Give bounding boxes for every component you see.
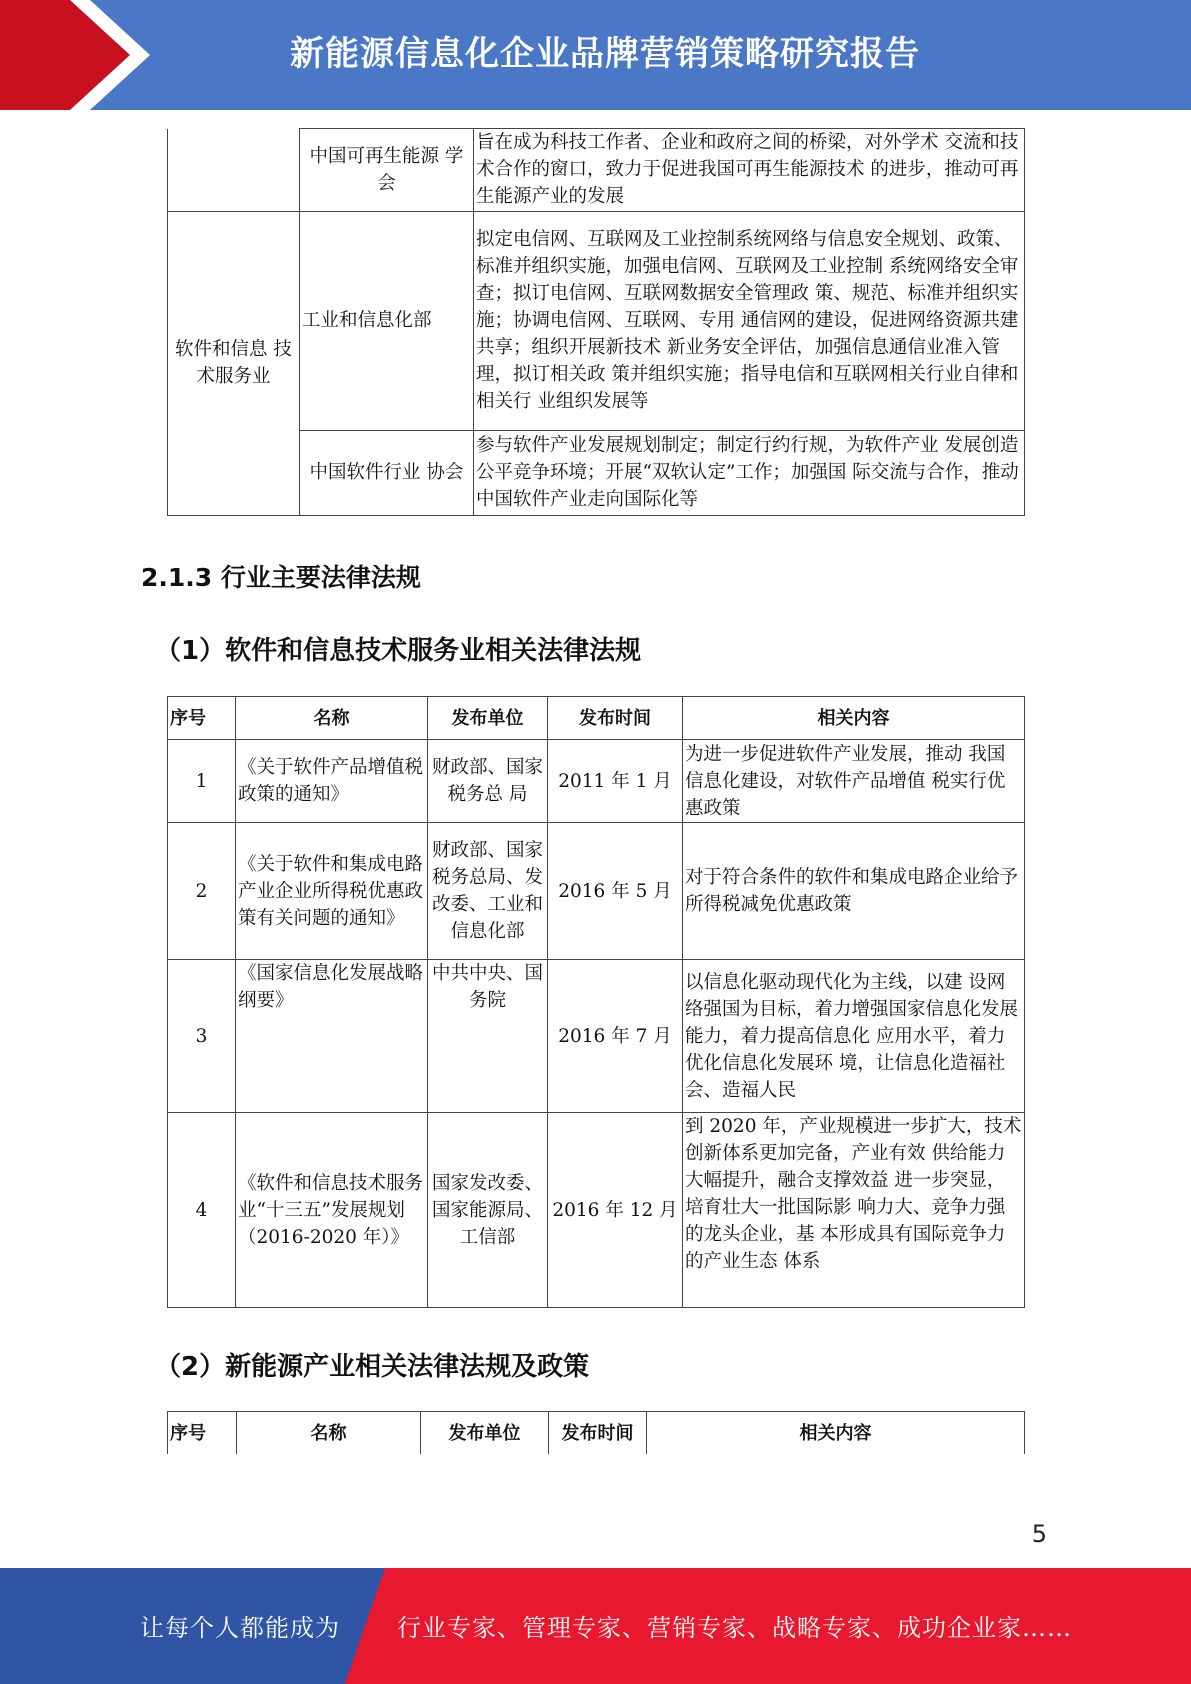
header-issuer: 发布单位 xyxy=(428,697,548,740)
row-no: 1 xyxy=(168,740,236,823)
desc-cell: 旨在成为科技工作者、企业和政府之间的桥梁，对外学术 交流和技术合作的窗口，致力于促进我国可再生能源技术 的进步，推动可再生能源产业的发展 xyxy=(474,129,1025,212)
desc-cell: 拟定电信网、互联网及工业控制系统网络与信息安全规划、政策、标准并组织实施，加强电信网、互联网及工业控制 系统网络安全审查；拟订电信网、互联网数据安全管理政 策、规范、标准并组织实施；协调电信网、互联网、专用 通信网的建设，促进网络资源共建共享；组织开展新技术 新业务安全评估，加强信息通信业准入管理，拟订相关政 策并组织实施；指导电信和互联网相关行业自律和相关行 业组织发展等 xyxy=(474,211,1025,430)
page-number: 5 xyxy=(1031,1520,1047,1548)
table-header-row xyxy=(168,1412,1025,1455)
page-header xyxy=(0,0,1191,110)
row-name: 《关于软件和集成电路产业企业所得税优惠政策有关问题的通知》 xyxy=(236,823,428,960)
category-cell: 软件和信息 技术服务业 xyxy=(168,211,300,515)
software-laws-table xyxy=(167,696,1025,1308)
row-name: 《软件和信息技术服务业“十三五”发展规划（2016-2020 年）》 xyxy=(236,1113,428,1308)
subsection-heading-new-energy-laws: （2）新能源产业相关法律法规及政策 xyxy=(155,1352,590,1382)
desc-cell: 参与软件产业发展规划制定；制定行约行规，为软件产业 发展创造公平竞争环境；开展“双软认定”工作；加强国 际交流与合作，推动中国软件产业走向国际化等 xyxy=(474,430,1025,515)
new-energy-laws-table xyxy=(167,1411,1025,1454)
row-content: 以信息化驱动现代化为主线，以建 设网络强国为目标，着力增强国家信息化发展能力，着力提高信息化 应用水平，着力优化信息化发展环 境，让信息化造福社会、造福人民 xyxy=(683,960,1025,1113)
row-content: 到 2020 年，产业规模进一步扩大，技术创新体系更加完备，产业有效 供给能力大幅提升，融合支撑效益 进一步突显，培育壮大一批国际影 响力大、竞争力强的龙头企业，基 本形成具有国际竞争力的产业生态 体系 xyxy=(683,1113,1025,1308)
footer-slogan-left: 让每个人都能成为 xyxy=(140,1614,340,1642)
row-issuer: 财政部、国家税务总局、发改委、工业和信息化部 xyxy=(428,823,548,960)
org-cell: 工业和信息化部 xyxy=(300,211,474,430)
table-header-row xyxy=(168,697,1025,740)
row-no: 2 xyxy=(168,823,236,960)
category-cell xyxy=(168,129,300,212)
row-issuer: 中共中央、国务院 xyxy=(428,960,548,1113)
table-row xyxy=(168,129,1025,212)
row-no: 3 xyxy=(168,960,236,1113)
header-no: 序号 xyxy=(168,697,236,740)
page-footer xyxy=(0,1568,1191,1684)
row-date: 2016 年 12 月 xyxy=(548,1113,683,1308)
regulator-table xyxy=(167,128,1025,516)
row-name: 《国家信息化发展战略纲要》 xyxy=(236,960,428,1113)
header-no: 序号 xyxy=(168,1412,237,1455)
section-heading-2-1-3: 2.1.3 行业主要法律法规 xyxy=(141,563,421,592)
row-date: 2016 年 5 月 xyxy=(548,823,683,960)
header-issuer: 发布单位 xyxy=(421,1412,549,1455)
row-name: 《关于软件产品增值税政策的通知》 xyxy=(236,740,428,823)
table-row xyxy=(168,823,1025,960)
row-content: 为进一步促进软件产业发展，推动 我国信息化建设，对软件产品增值 税实行优惠政策 xyxy=(683,740,1025,823)
row-no: 4 xyxy=(168,1113,236,1308)
header-content: 相关内容 xyxy=(683,697,1025,740)
table-row xyxy=(168,211,1025,430)
header-name: 名称 xyxy=(236,697,428,740)
table-row xyxy=(168,740,1025,823)
row-date: 2011 年 1 月 xyxy=(548,740,683,823)
header-date: 发布时间 xyxy=(549,1412,647,1455)
row-issuer: 国家发改委、国家能源局、工信部 xyxy=(428,1113,548,1308)
header-name: 名称 xyxy=(237,1412,421,1455)
org-cell: 中国软件行业 协会 xyxy=(300,430,474,515)
subsection-heading-software-laws: （1）软件和信息技术服务业相关法律法规 xyxy=(155,636,642,666)
table-row xyxy=(168,1113,1025,1308)
row-date: 2016 年 7 月 xyxy=(548,960,683,1113)
footer-slogan-right: 行业专家、管理专家、营销专家、战略专家、成功企业家…… xyxy=(397,1614,1072,1642)
org-cell: 中国可再生能源 学会 xyxy=(300,129,474,212)
header-date: 发布时间 xyxy=(548,697,683,740)
header-content: 相关内容 xyxy=(647,1412,1025,1455)
table-row xyxy=(168,960,1025,1113)
row-content: 对于符合条件的软件和集成电路企业给予所得税减免优惠政策 xyxy=(683,823,1025,960)
row-issuer: 财政部、国家税务总 局 xyxy=(428,740,548,823)
report-title: 新能源信息化企业品牌营销策略研究报告 xyxy=(290,34,920,74)
